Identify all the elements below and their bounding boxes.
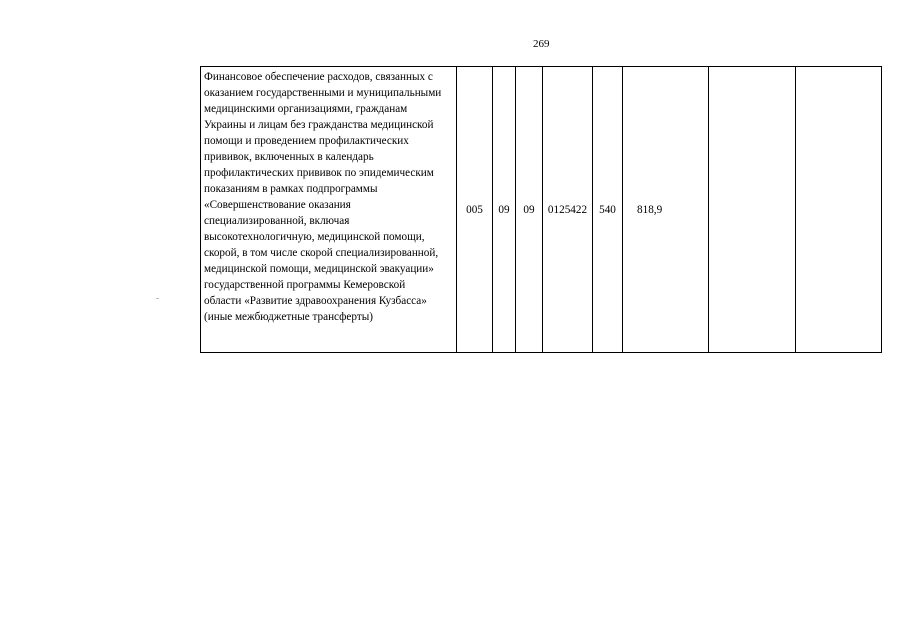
ministry-code-cell: 005	[457, 67, 493, 353]
description-line: показаниям в рамках подпрограммы	[204, 183, 378, 195]
description-line: профилактических прививок по эпидемическим	[204, 167, 434, 179]
description-line: специализированной, включая	[204, 215, 350, 227]
scan-mark	[156, 298, 159, 299]
description-line: помощи и проведением профилактических	[204, 135, 409, 147]
section-code-cell: 09	[493, 67, 516, 353]
description-line: (иные межбюджетные трансферты)	[204, 311, 373, 323]
empty-cell-2	[796, 67, 882, 353]
description-line: медицинскими организациями, гражданам	[204, 103, 408, 115]
description-line: Финансовое обеспечение расходов, связанных с	[204, 71, 433, 83]
budget-table	[200, 66, 882, 353]
amount-cell: 818,9	[623, 67, 709, 353]
description-cell	[201, 67, 457, 353]
subsection-code-cell: 09	[516, 67, 543, 353]
description-line: государственной программы Кемеровской	[204, 279, 406, 291]
description-line: скорой, в том числе скорой специализированной,	[204, 247, 439, 259]
description-line: «Совершенствование оказания	[204, 199, 351, 211]
description-line: высокотехнологичную, медицинской помощи,	[204, 231, 425, 243]
page-number: 269	[533, 38, 550, 50]
target-article-cell: 0125422	[543, 67, 593, 353]
description-line: Украины и лицам без гражданства медицинской	[204, 119, 434, 131]
empty-cell-1	[709, 67, 796, 353]
description-line: медицинской помощи, медицинской эвакуации»	[204, 263, 434, 275]
table-row	[201, 67, 882, 353]
description-line: области «Развитие здравоохранения Кузбасса»	[204, 295, 427, 307]
description-line: оказанием государственными и муниципальными	[204, 87, 442, 99]
expense-type-cell: 540	[593, 67, 623, 353]
description-line: прививок, включенных в календарь	[204, 151, 374, 163]
